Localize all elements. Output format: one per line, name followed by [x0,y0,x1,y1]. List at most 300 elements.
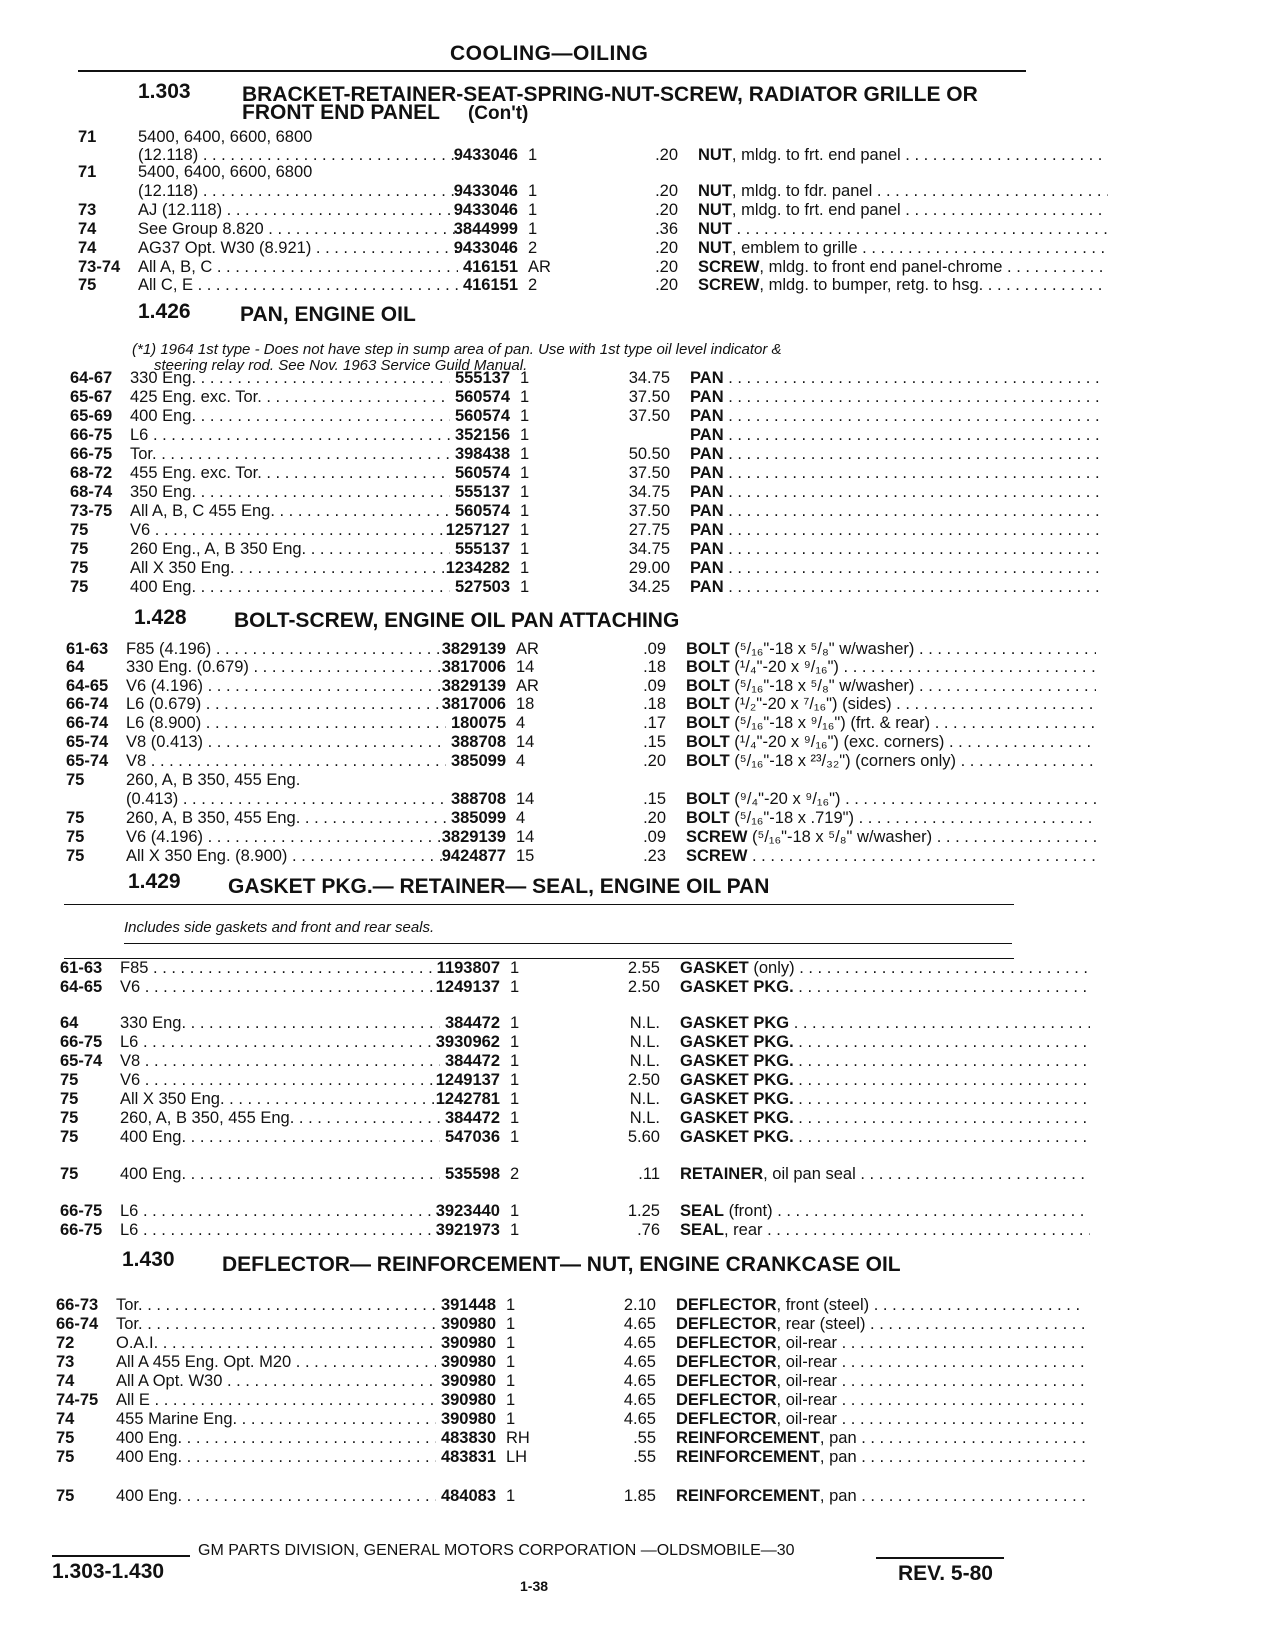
table-row [78,220,1058,239]
table-row [78,239,1058,258]
row-application: All A, B, C . . . [138,258,458,277]
row-description [680,959,1090,978]
row-description [690,483,1100,502]
row-year: 71 [78,163,97,181]
row-description [680,1221,1090,1240]
table-row [78,163,1058,182]
note-line: (*1) 1964 1st type - Does not have step in sump area of pan. Use with 1st type oil level indicator & [132,341,782,358]
row-application: L6 (0.679) . . . [126,695,446,714]
row-price: .18 [643,658,666,676]
row-description [680,1128,1090,1147]
row-part-number: 3829139 [441,828,506,846]
row-part-name: BOLT [686,658,730,676]
row-part-name: BOLT [686,640,730,658]
row-description [698,182,1108,201]
row-price: 5.60 [627,1128,660,1146]
row-part-number: 390980 [440,1391,496,1409]
row-description [680,1071,1090,1090]
row-description [690,521,1100,540]
row-description [690,369,1100,388]
row-price: .20 [655,276,678,294]
row-application: 260, A, B 350, 455 Eng. . . . [120,1109,440,1128]
row-application: V6 . . . [120,1071,440,1090]
row-description [676,1410,1086,1429]
row-quantity: 1 [520,407,530,425]
row-application: Tor. . . . [130,445,450,464]
row-part-number: 384472 [444,1014,500,1032]
row-part-name: NUT [698,146,732,164]
table-row [66,640,1046,659]
row-year: 75 [78,276,97,294]
row-year: 64-67 [70,369,113,387]
row-quantity: AR [516,640,539,658]
row-part-number: 390980 [440,1372,496,1390]
row-part-name: GASKET PKG. [680,1128,794,1146]
table-row [70,445,1050,464]
row-description [676,1334,1086,1353]
row-quantity: 1 [510,1090,520,1108]
row-description-detail: , oil-rear [776,1372,838,1390]
table-row [56,1391,1036,1410]
row-quantity: 14 [516,733,535,751]
row-part-name: SCREW [698,258,760,276]
row-part-name: GASKET PKG. [680,1071,794,1089]
row-part-number: 1242781 [435,1090,500,1108]
footer-revision: REV. 5-80 [898,1562,993,1585]
row-part-name: PAN [690,540,724,558]
table-row [70,369,1050,388]
row-quantity: 1 [510,1221,520,1239]
row-part-number: 3829139 [441,640,506,658]
row-year: 66-75 [60,1221,103,1239]
row-description-detail: (¹/₄"-20 x ⁹/₁₆") (exc. corners) [729,733,945,751]
row-quantity: 1 [506,1296,516,1314]
row-part-number: 3817006 [441,658,506,676]
row-application: 350 Eng. . . . [130,483,450,502]
row-quantity: 1 [520,502,530,520]
row-description-detail: , oil-rear [776,1334,838,1352]
table-row [66,677,1046,696]
row-application: 400 Eng. . . . [116,1487,436,1506]
row-part-name: PAN [690,426,724,444]
row-price: N.L. [629,1090,660,1108]
row-part-number: 3930962 [435,1033,500,1051]
row-part-name: NUT [698,220,732,238]
row-part-name: BOLT [686,677,730,695]
row-description-detail: (¹/₄"-20 x ⁹/₁₆") [729,658,839,676]
row-part-number: 390980 [440,1334,496,1352]
row-year: 75 [60,1109,79,1127]
row-year: 65-74 [60,1052,103,1070]
row-application: L6 . . . [120,1033,440,1052]
row-application: All X 350 Eng. . . . [130,559,450,578]
row-description-detail: , oil-rear [776,1353,838,1371]
row-part-name: GASKET PKG. [680,978,794,996]
row-part-name: PAN [690,388,724,406]
section-rule [64,904,1014,905]
row-application: (12.118) . . . [138,146,458,165]
row-price: 29.00 [628,559,670,577]
table-row [60,1090,1040,1109]
row-quantity: 2 [528,276,538,294]
note-line: steering relay rod. See Nov. 1963 Service Guild Manual. [154,357,528,374]
table-row [70,521,1050,540]
row-price: 37.50 [628,464,670,482]
row-part-name: PAN [690,445,724,463]
table-row [60,1128,1040,1147]
row-description [686,714,1096,733]
row-year: 66-75 [60,1202,103,1220]
row-part-number: 3844999 [453,220,518,238]
row-quantity: 1 [510,1052,520,1070]
row-year: 75 [56,1448,75,1466]
row-year: 64 [60,1014,79,1032]
row-application: 5400, 6400, 6600, 6800 [138,128,313,146]
table-row [56,1353,1036,1372]
row-application: V6 . . . [120,978,440,997]
table-row [60,1014,1040,1033]
row-application: F85 (4.196) . . . [126,640,446,659]
row-year: 65-74 [66,733,109,751]
row-quantity: 1 [510,1128,520,1146]
row-price: .20 [643,809,666,827]
section-title: GASKET PKG.— RETAINER— SEAL, ENGINE OIL PAN [228,875,770,898]
table-row [60,1221,1040,1240]
row-description-detail: , emblem to grille [731,239,858,257]
row-part-number: 1249137 [435,1071,500,1089]
row-year: 66-75 [70,445,113,463]
row-price: 4.65 [623,1410,656,1428]
table-row [56,1296,1036,1315]
row-description-detail: (only) [748,959,795,977]
row-quantity: 1 [506,1391,516,1409]
row-description-detail: , oil-rear [776,1410,838,1428]
row-part-number: 560574 [454,388,510,406]
row-part-number: 1193807 [436,959,500,977]
row-application: All X 350 Eng. . . . [120,1090,440,1109]
row-price: N.L. [629,1033,660,1051]
row-description [676,1448,1086,1467]
row-part-number: 385099 [450,809,506,827]
row-application: 330 Eng. . . . [120,1014,440,1033]
row-quantity: 1 [528,146,538,164]
row-year: 75 [66,828,85,846]
row-quantity: 1 [510,1033,520,1051]
row-description [698,239,1108,258]
row-application: V8 . . . [126,752,446,771]
header-rule [78,70,1026,72]
row-quantity: 1 [520,369,530,387]
row-part-name: PAN [690,407,724,425]
row-description-detail: (⁵/₁₆"-18 x ⁵/₈" w/washer) [729,640,915,658]
table-row [56,1448,1036,1467]
row-application: 400 Eng. . . . [120,1128,440,1147]
row-year: 75 [60,1090,79,1108]
row-price: 37.50 [628,407,670,425]
row-application: All A, B, C 455 Eng. . . . [130,502,450,521]
row-description [690,445,1100,464]
row-price: .20 [643,752,666,770]
table-row [70,540,1050,559]
row-description [686,847,1096,866]
section-title: PAN, ENGINE OIL [240,303,416,326]
row-year: 64-65 [66,677,109,695]
row-description [680,1033,1090,1052]
table-row [60,1202,1040,1221]
row-part-number: 555137 [454,540,510,558]
row-year: 68-72 [70,464,113,482]
row-price: 2.50 [627,978,660,996]
row-application: All E . . . [116,1391,436,1410]
row-part-name: SCREW [686,828,748,846]
row-price: .11 [638,1165,660,1183]
table-row [60,1033,1040,1052]
row-part-name: RETAINER [680,1165,764,1183]
section-number: 1.429 [128,870,181,893]
row-part-name: GASKET PKG. [680,1033,794,1051]
row-part-number: 9424877 [441,847,506,865]
row-part-name: SEAL [680,1202,725,1220]
row-description [686,790,1096,809]
row-quantity: 4 [516,809,526,827]
table-row [70,464,1050,483]
row-quantity: 1 [528,182,538,200]
row-application: 455 Marine Eng. . . . [116,1410,436,1429]
row-year: 74 [78,239,97,257]
row-quantity: 4 [516,714,526,732]
table-row [66,658,1046,677]
row-part-number: 560574 [454,407,510,425]
row-application: AJ (12.118) . . . [138,201,458,220]
row-part-name: GASKET PKG [680,1014,790,1032]
row-part-name: DEFLECTOR [676,1296,777,1314]
row-description [680,1109,1090,1128]
row-part-number: 9433046 [453,239,518,257]
row-description [698,220,1108,239]
row-year: 73-74 [78,258,121,276]
row-description-detail: (⁵/₁₆"-18 x ⁹/₁₆") (frt. & rear) [729,714,931,732]
row-part-number: 3923440 [435,1202,500,1220]
row-description-detail: , rear (steel) [776,1315,866,1333]
row-price: N.L. [629,1052,660,1070]
row-part-name: DEFLECTOR [676,1410,777,1428]
row-part-number: 555137 [454,369,510,387]
row-quantity: 1 [520,445,530,463]
row-part-number: 535598 [444,1165,500,1183]
row-part-number: 388708 [450,733,506,751]
section-title [242,83,978,124]
row-part-name: BOLT [686,695,730,713]
row-quantity: 1 [510,959,520,977]
row-application: V6 . . . [130,521,450,540]
row-description-detail: , mldg. to frt. end panel [731,146,901,164]
section-note: Includes side gaskets and front and rear seals. [124,919,435,936]
row-year: 75 [70,540,89,558]
row-year: 75 [60,1128,79,1146]
row-quantity: 1 [510,1071,520,1089]
row-application: F85 . . . [120,959,440,978]
row-price: .15 [643,733,666,751]
row-part-number: 547036 [444,1128,500,1146]
row-part-number: 390980 [440,1315,496,1333]
row-price: .09 [643,677,666,695]
row-application: V8 . . . [120,1052,440,1071]
row-price: .20 [655,146,678,164]
row-description [690,502,1100,521]
row-description-detail: (⁹/₄"-20 x ⁹/₁₆") [729,790,841,808]
table-row [56,1487,1036,1506]
row-description [676,1487,1086,1506]
row-price: .55 [633,1448,656,1466]
row-description [686,695,1096,714]
row-price: 2.10 [623,1296,656,1314]
section-title-line: FRONT END PANEL [242,101,440,124]
row-price: 34.75 [628,483,670,501]
table-row [66,714,1046,733]
row-quantity: 1 [506,1334,516,1352]
row-application: (12.118) . . . [138,182,458,201]
row-application: 455 Eng. exc. Tor. . . . [130,464,450,483]
row-application: See Group 8.820 . . . [138,220,458,239]
row-year: 66-74 [66,695,109,713]
row-part-name: DEFLECTOR [676,1334,777,1352]
row-description [680,1202,1090,1221]
row-application: L6 . . . [130,426,450,445]
row-price: .20 [655,182,678,200]
row-description [686,640,1096,659]
row-description-detail: , pan [819,1429,857,1447]
row-part-name: NUT [698,239,732,257]
row-part-name: DEFLECTOR [676,1372,777,1390]
row-description-detail: (⁵/₁₆"-18 x ²³/₃₂") (corners only) [729,752,957,770]
row-year: 74-75 [56,1391,99,1409]
row-application: 330 Eng. . . . [130,369,450,388]
row-application: 260, A, B 350, 455 Eng. . . . [126,809,446,828]
row-part-number: 391448 [440,1296,496,1314]
table-row [60,1071,1040,1090]
row-part-name: SCREW [698,276,760,294]
row-year: 65-74 [66,752,109,770]
row-year: 73 [78,201,97,219]
row-part-name: PAN [690,578,724,596]
table-row [60,1109,1040,1128]
row-part-number: 483830 [440,1429,496,1447]
row-price: 1.25 [627,1202,660,1220]
row-part-name: NUT [698,182,732,200]
row-application: 400 Eng. . . . [116,1448,436,1467]
row-description [680,1052,1090,1071]
row-description [676,1372,1086,1391]
row-application: 400 Eng. . . . [120,1165,440,1184]
row-year: 65-69 [70,407,113,425]
row-description [676,1353,1086,1372]
table-row [78,258,1058,277]
row-part-number: 9433046 [453,146,518,164]
footer-rule-left [52,1555,190,1557]
row-price: .09 [643,828,666,846]
row-description [686,733,1096,752]
row-part-number: 483831 [440,1448,496,1466]
row-part-number: 3817006 [441,695,506,713]
row-description [676,1315,1086,1334]
row-part-number: 3829139 [441,677,506,695]
row-quantity: 1 [520,559,530,577]
row-part-number: 9433046 [453,201,518,219]
row-quantity: 1 [510,1202,520,1220]
table-row [70,559,1050,578]
row-application: O.A.I. . . . [116,1334,436,1353]
section-title-line: BRACKET-RETAINER-SEAT-SPRING-NUT-SCREW, RADIATOR GRILLE OR [242,83,978,106]
section-number: 1.428 [134,606,187,629]
row-description [686,658,1096,677]
row-year: 73-75 [70,502,113,520]
row-application: 400 Eng. . . . [130,407,450,426]
row-year: 75 [66,771,85,789]
row-quantity: LH [506,1448,528,1466]
footer-group-range: 1.303-1.430 [52,1560,165,1583]
row-year: 66-75 [70,426,113,444]
row-application: V6 (4.196) . . . [126,677,446,696]
row-application: 425 Eng. exc. Tor. . . . [130,388,450,407]
row-quantity: 1 [520,388,530,406]
row-quantity: RH [506,1429,530,1447]
row-part-name: SCREW [686,847,748,865]
row-price: .20 [655,258,678,276]
row-application: 260, A, B 350, 455 Eng. [126,771,301,789]
row-year: 75 [70,559,89,577]
row-part-name: GASKET PKG. [680,1052,794,1070]
table-row [66,752,1046,771]
row-price: 34.25 [628,578,670,596]
table-row [60,1052,1040,1071]
row-part-number: 1249137 [435,978,500,996]
row-year: 64-65 [60,978,103,996]
row-part-name: REINFORCEMENT [676,1429,820,1447]
row-description-detail: , pan [819,1487,857,1505]
row-description [690,464,1100,483]
row-part-name: GASKET [680,959,749,977]
table-row [60,1165,1040,1184]
row-part-number: 560574 [454,502,510,520]
row-part-name: BOLT [686,809,730,827]
row-quantity: 18 [516,695,535,713]
row-description [676,1296,1086,1315]
row-quantity: 1 [528,201,538,219]
row-description-detail: (front) [724,1202,773,1220]
row-price: 4.65 [623,1372,656,1390]
row-quantity: 14 [516,828,535,846]
row-part-name: PAN [690,521,724,539]
row-description [690,426,1100,445]
row-quantity: 1 [520,521,530,539]
row-description [690,540,1100,559]
row-year: 74 [56,1372,75,1390]
row-part-name: REINFORCEMENT [676,1448,820,1466]
row-price: .55 [633,1429,656,1447]
row-description-detail: (⁵/₁₆"-18 x .719") [729,809,855,827]
row-part-name: REINFORCEMENT [676,1487,820,1505]
row-price: .20 [655,201,678,219]
row-year: 75 [70,521,89,539]
note-rule [124,943,1012,944]
row-description-detail: , mldg. to bumper, retg. to hsg. [759,276,984,294]
row-part-number: 484083 [440,1487,496,1505]
running-head: COOLING—OILING [450,42,649,65]
row-part-name: DEFLECTOR [676,1391,777,1409]
row-application: Tor. . . . [116,1315,436,1334]
row-part-name: PAN [690,464,724,482]
row-description [680,1014,1090,1033]
